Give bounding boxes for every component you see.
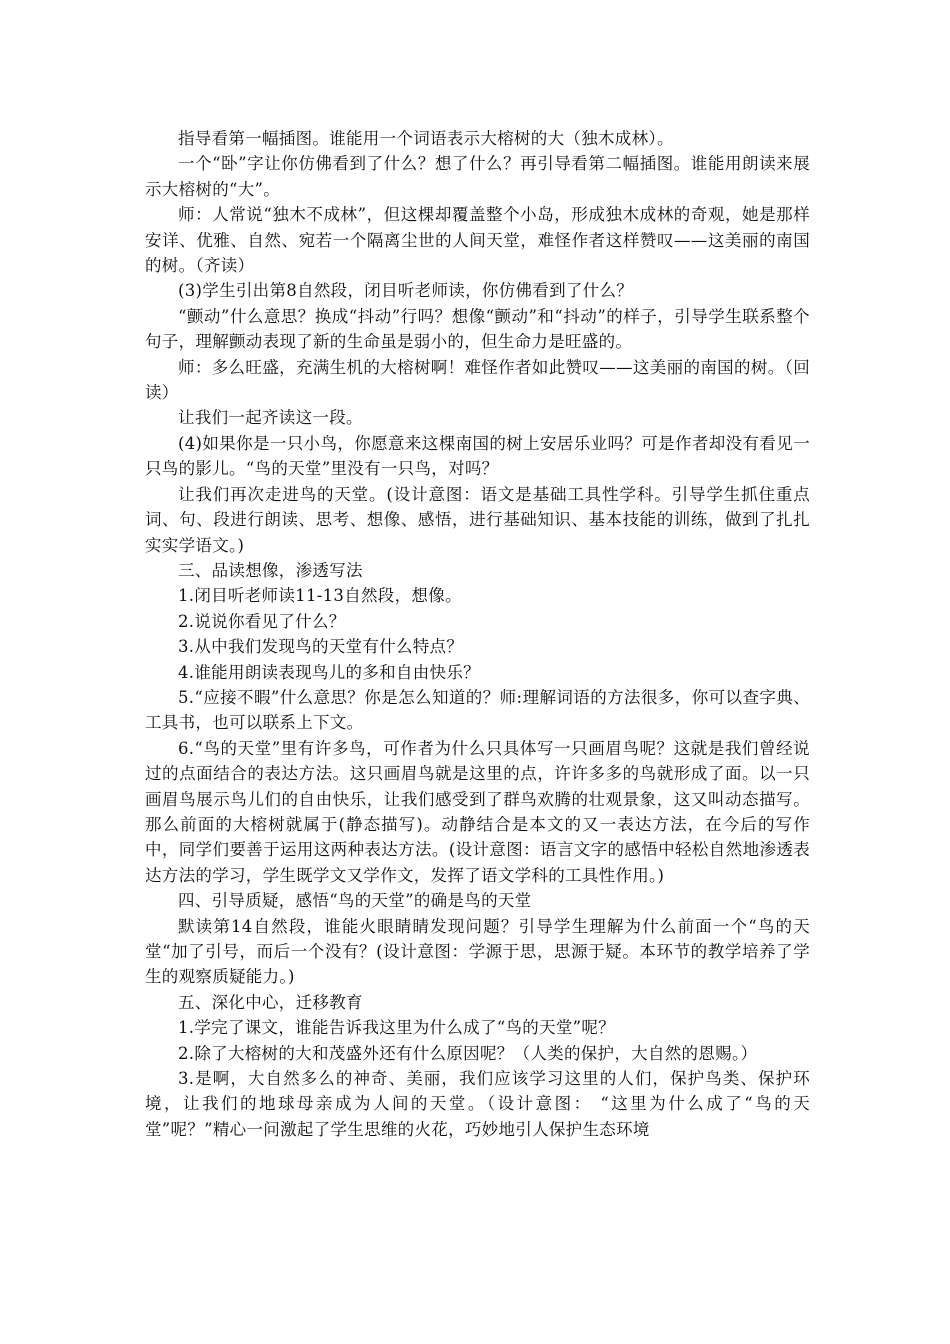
- document-body: [145, 126, 810, 1142]
- paragraph: 师：多么旺盛，充满生机的大榕树啊！难怪作者如此赞叹——这美丽的南国的树。（回读）: [145, 357, 810, 403]
- list-item: 3.从中我们发现鸟的天堂有什么特点？: [178, 637, 464, 657]
- paragraph: 师：人常说“独木不成林”，但这棵却覆盖整个小岛，形成独木成林的奇观，她是那样安详、优雅、自然、宛若一个隔离尘世的人间天堂，难怪作者这样赞叹——这美丽的南国的树。（齐读）: [145, 205, 810, 276]
- list-item: 2.说说你看见了什么？: [178, 611, 346, 631]
- list-item: 2.除了大榕树的大和茂盛外还有什么原因呢？（人类的保护，大自然的恩赐。）: [178, 1043, 758, 1063]
- list-item: 1.学完了课文，谁能告诉我这里为什么成了“鸟的天堂”呢？: [178, 1018, 616, 1038]
- list-item: 5.“应接不暇”什么意思？你是怎么知道的？师:理解词语的方法很多，你可以查字典、工具书，也可以联系上下文。: [145, 687, 810, 733]
- paragraph: 默读第14自然段，谁能火眼睛睛发现问题？引导学生理解为什么前面一个“鸟的天堂“加了引号，而后一个没有？(设计意图：学源于思，思源于疑。本环节的教学培养了学生的观察质疑能力。): [145, 916, 810, 987]
- paragraph: 一个“卧”字让你仿佛看到了什么？想了什么？再引导看第二幅插图。谁能用朗读来展示大榕树的“大”。: [145, 154, 810, 199]
- list-item: 6.“鸟的天堂”里有许多鸟，可作者为什么只具体写一只画眉鸟呢？这就是我们曾经说过的点面结合的表达方法。这只画眉鸟就是这里的点，许许多多的鸟就形成了面。以一只画眉鸟展示鸟儿们的自由快乐，让我们感受到了群鸟欢腾的壮观景象，这又叫动态描写。那么前面的大榕树就属于(静态描写)。动静结合是本文的又一表达方法，在今后的写作中，同学们要善于运用这两种表达方法。(设计意图：语言文字的感悟中轻松自然地渗透表达方法的学习，学生既学文又学作文，发挥了语文学科的工具性作用。): [145, 738, 810, 885]
- paragraph: “颤动”什么意思？换成“抖动”行吗？想像“颤动”和“抖动”的样子，引导学生联系整个句子，理解颤动表现了新的生命虽是弱小的，但生命力是旺盛的。: [145, 306, 810, 352]
- paragraph: 让我们一起齐读这一段。: [178, 408, 363, 428]
- paragraph: 指导看第一幅插图。谁能用一个词语表示大榕树的大（独木成林）。: [178, 129, 674, 148]
- section-heading: 五、深化中心，迁移教育: [178, 992, 363, 1012]
- section-heading: 三、品读想像，渗透写法: [178, 560, 363, 580]
- paragraph: (3)学生引出第8自然段，闭目听老师读，你仿佛看到了什么？: [178, 281, 634, 301]
- paragraph: (4)如果你是一只小鸟，你愿意来这棵南国的树上安居乐业吗？可是作者却没有看见一只鸟的影儿。“鸟的天堂”里没有一只鸟，对吗？: [145, 433, 810, 479]
- section-heading: 四、引导质疑，感悟“鸟的天堂”的确是鸟的天堂: [178, 891, 532, 911]
- list-item: 1.闭目听老师读11-13自然段，想像。: [178, 586, 462, 606]
- list-item: 3.是啊，大自然多么的神奇、美丽，我们应该学习这里的人们，保护鸟类、保护环境，让我们的地球母亲成为人间的天堂。（设计意图： “这里为什么成了“鸟的天堂”呢？”精心一问激起了学生思维的火花，巧妙地引人保护生态环境: [145, 1069, 810, 1139]
- paragraph: 让我们再次走进鸟的天堂。(设计意图：语文是基础工具性学科。引导学生抓住重点词、句、段进行朗读、思考、想像、感悟，进行基础知识、基本技能的训练，做到了扎扎实实学语文。): [145, 484, 810, 555]
- list-item: 4.谁能用朗读表现鸟儿的多和自由快乐？: [178, 662, 480, 682]
